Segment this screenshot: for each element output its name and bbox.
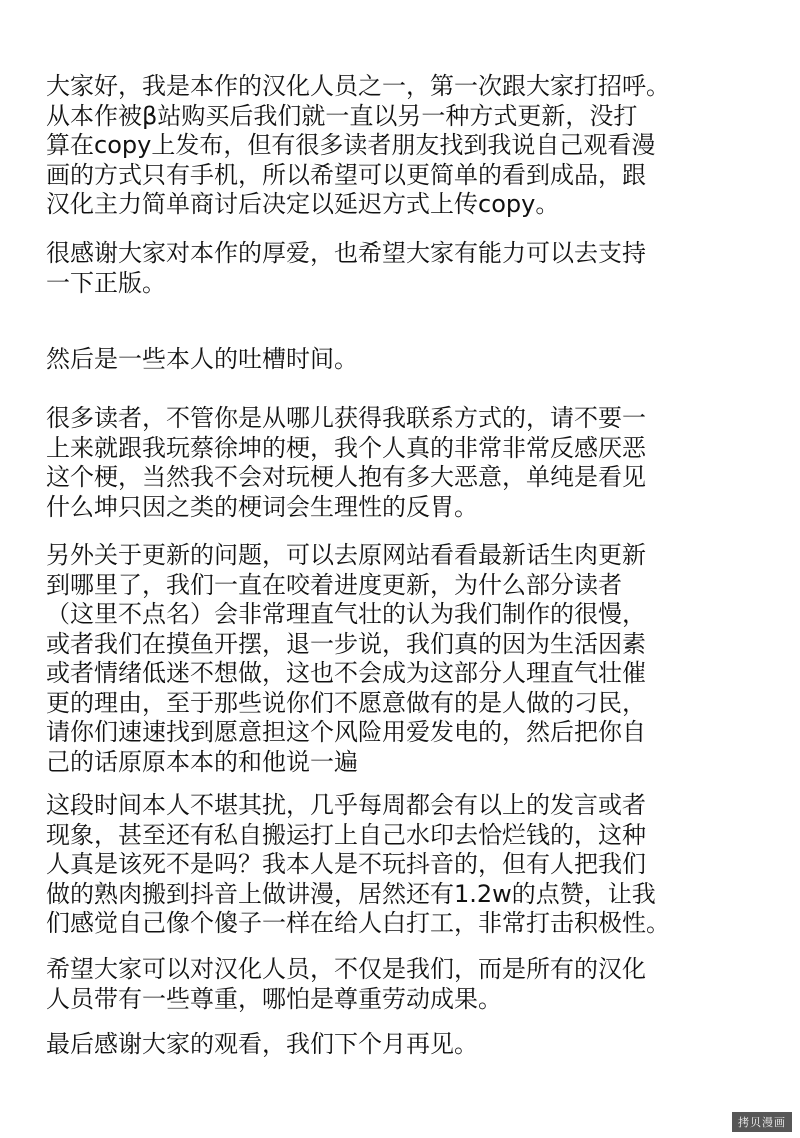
text-line: 请你们速速找到愿意担这个风险用爱发电的，然后把你自 [46,718,646,746]
paragraph-respect-request [46,955,800,1014]
text-line: 到哪里了，我们一直在咬着进度更新，为什么部分读者 [46,570,622,599]
paragraph-closing [46,1030,800,1060]
text-line: 然后是一些本人的吐槽时间。 [46,345,358,373]
text-line: 做的熟肉搬到抖音上做讲漫，居然还有1.2w的点赞，让我 [46,879,656,908]
text-line: 另外关于更新的问题，可以去原网站看看最新话生肉更新 [46,541,646,569]
text-line: 一下正版。 [46,268,166,297]
site-watermark: 拷贝漫画 [732,1112,792,1132]
text-line: 或者情绪低迷不想做，这也不会成为这部分人理直气壮催 [46,659,646,687]
text-line: 很感谢大家对本作的厚爱，也希望大家有能力可以去支持 [46,239,646,267]
paragraph-meme-complaint [46,404,800,522]
text-line: 最后感谢大家的观看，我们下个月再见。 [46,1030,478,1058]
text-line: 很多读者，不管你是从哪儿获得我联系方式的，请不要一 [46,404,646,432]
text-line: 大家好，我是本作的汉化人员之一，第一次跟大家打招呼。 [46,72,670,100]
paragraph-rant-intro [46,345,800,375]
text-line: 这个梗，当然我不会对玩梗人抱有多大恶意，单纯是看见 [46,463,646,491]
text-line: 这段时间本人不堪其扰，几乎每周都会有以上的发言或者 [46,791,646,819]
paragraph-repost-complaint [46,791,800,939]
paragraph-thanks [46,239,800,298]
text-line: 从本作被β站购买后我们就一直以另一种方式更新，没打 [46,101,638,130]
paragraph-greeting [46,72,800,220]
text-line: 汉化主力简单商讨后决定以延迟方式上传copy。 [46,190,560,218]
text-line: 们感觉自己像个傻子一样在给人白打工，非常打击积极性。 [46,909,670,937]
text-line: 现象，甚至还有私自搬运打上自己水印去恰烂钱的，这种 [46,820,646,849]
paragraph-update-complaint [46,541,800,777]
text-line: 或者我们在摸鱼开摆，退一步说，我们真的因为生活因素 [46,629,646,658]
text-line: 算在copy上发布，但有很多读者朋友找到我说自己观看漫 [46,131,656,159]
text-line: 希望大家可以对汉化人员，不仅是我们，而是所有的汉化 [46,955,646,983]
text-line: （这里不点名）会非常理直气壮的认为我们制作的很慢， [46,600,646,628]
text-line: 更的理由，至于那些说你们不愿意做有的是人做的刁民， [46,688,646,717]
text-line: 画的方式只有手机，所以希望可以更简单的看到成品，跟 [46,160,646,189]
text-line: 什么坤只因之类的梗词会生理性的反胃。 [46,492,478,521]
text-line: 己的话原原本本的和他说一遍 [46,747,358,776]
text-line: 人员带有一些尊重，哪怕是尊重劳动成果。 [46,984,502,1013]
text-line: 上来就跟我玩蔡徐坤的梗，我个人真的非常非常反感厌恶 [46,433,646,462]
text-line: 人真是该死不是吗？我本人是不玩抖音的，但有人把我们 [46,850,646,878]
